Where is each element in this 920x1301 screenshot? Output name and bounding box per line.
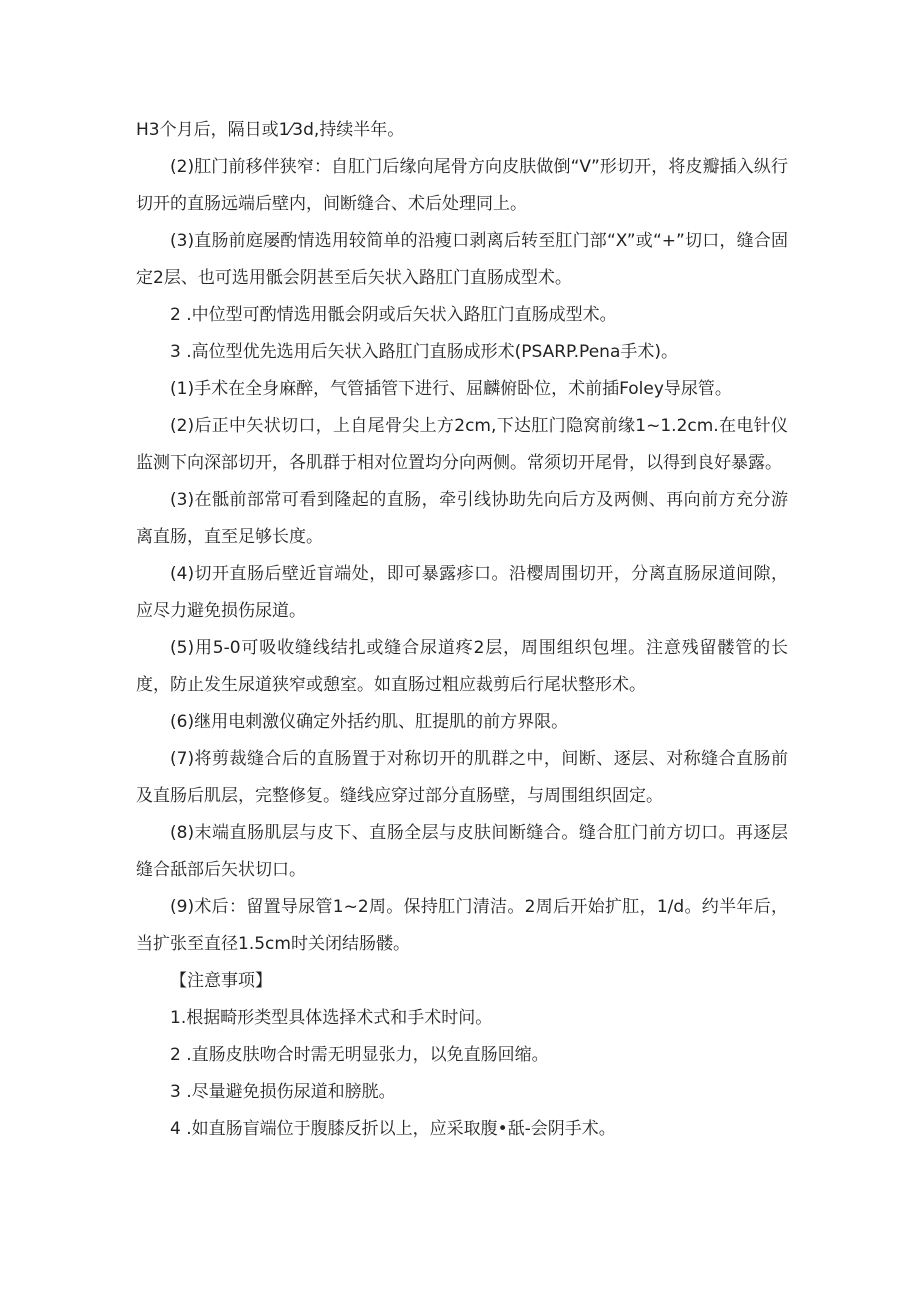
note-item-4: 4 .如直肠盲端位于腹膝反折以上，应采取腹•舐-会阴手术。 (170, 1119, 616, 1139)
paragraph-step-2: (2)后正中矢状切口，上自尾骨尖上方2cm,下达肛门隐窝前缘1~1.2cm.在电针仪监测下向深部切开，各肌群于相对位置均分向两侧。常须切开尾骨，以得到良好暴露。 (136, 416, 788, 473)
paragraph-step-1: (1)手术在全身麻醉，气管插管下进行、屈麟俯卧位，术前插Foley导尿管。 (170, 379, 732, 399)
paragraph-step-4: (4)切开直肠后壁近盲端处，即可暴露疹口。沿樱周围切开，分离直肠尿道间隙，应尽力避免损伤尿道。 (136, 564, 788, 621)
paragraph-vestibular-fistula: (3)直肠前庭屡酌情选用较简单的沿瘦口剥离后转至肛门部“X”或“+”切口，缝合固定2层、也可选用骶会阴甚至后矢状入路肛门直肠成型术。 (136, 231, 788, 288)
note-item-1: 1.根据畸形类型具体选择术式和手术时问。 (170, 1008, 493, 1028)
note-item-2: 2 .直肠皮肤吻合时需无明显张力，以免直肠回缩。 (170, 1045, 549, 1065)
section-heading-notes: 【注意事项】 (170, 971, 272, 991)
paragraph-step-5: (5)用5-0可吸收缝线结扎或缝合尿道疼2层，周围组织包埋。注意残留髅管的长度，防止发生尿道狭窄或憩室。如直肠过粗应裁剪后行尾状整形术。 (136, 638, 788, 695)
paragraph-intermediate-type: 2 .中位型可酌情选用骶会阴或后矢状入路肛门直肠成型术。 (170, 305, 617, 325)
paragraph-continuation: H3个月后，隔日或1⁄3d,持续半年。 (136, 120, 405, 140)
paragraph-step-7: (7)将剪裁缝合后的直肠置于对称切开的肌群之中，间断、逐层、对称缝合直肠前及直肠后肌层，完整修复。缝线应穿过部分直肠壁，与周围组织固定。 (136, 749, 788, 806)
paragraph-step-3: (3)在骶前部常可看到隆起的直肠，牵引线协助先向后方及两侧、再向前方充分游离直肠，直至足够长度。 (136, 490, 788, 547)
paragraph-high-type: 3 .高位型优先选用后矢状入路肛门直肠成形术(PSARP.Pena手术)。 (170, 342, 678, 362)
paragraph-anal-stenosis: (2)肛门前移伴狭窄：自肛门后缘向尾骨方向皮肤做倒“V”形切开，将皮瓣插入纵行切开的直肠远端后壁内，间断缝合、术后处理同上。 (136, 157, 788, 214)
note-item-3: 3 .尽量避免损伤尿道和膀胱。 (170, 1082, 396, 1102)
paragraph-step-8: (8)末端直肠肌层与皮下、直肠全层与皮肤间断缝合。缝合肛门前方切口。再逐层缝合舐部后矢状切口。 (136, 823, 788, 880)
paragraph-step-6: (6)继用电刺激仪确定外括约肌、肛提肌的前方界限。 (170, 712, 569, 732)
paragraph-step-9: (9)术后：留置导尿管1~2周。保持肛门清洁。2周后开始扩肛，1/d。约半年后，当扩张至直径1.5cm时关闭结肠髅。 (136, 897, 788, 954)
